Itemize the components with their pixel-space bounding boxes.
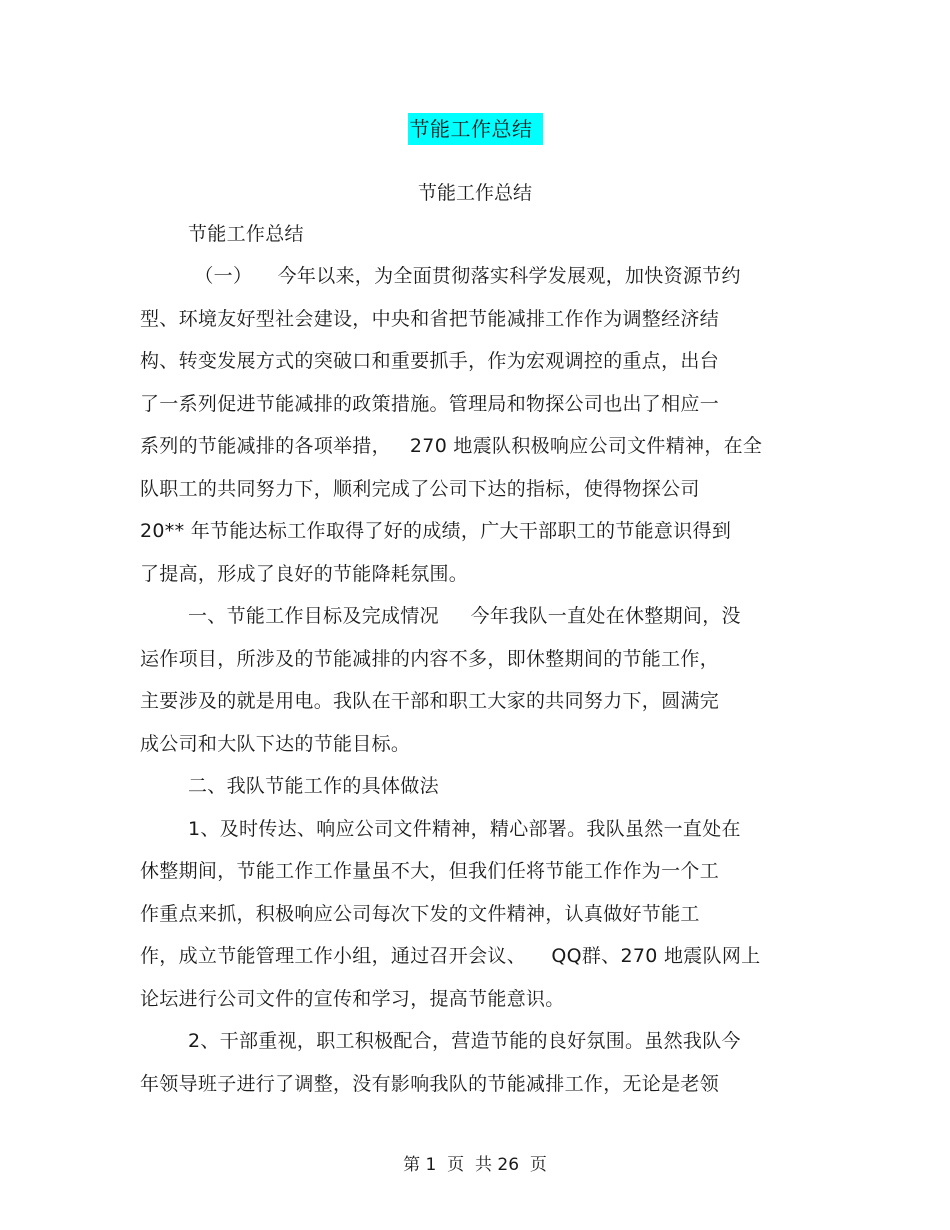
paragraph-line: 休整期间，节能工作工作量虽不大，但我们任将节能工作作为一个工 <box>140 860 720 882</box>
page-number-footer: 第 1 页 共 26 页 <box>403 1155 547 1175</box>
paragraph-line: 了一系列促进节能减排的政策措施。管理局和物探公司也出了相应一 <box>140 393 720 415</box>
section-heading: 节能工作总结 <box>188 223 304 245</box>
document-title: 节能工作总结 <box>408 113 543 145</box>
paragraph-line: 构、转变发展方式的突破口和重要抓手，作为宏观调控的重点，出台 <box>140 350 720 372</box>
paragraph-line: 作重点来抓，积极响应公司每次下发的文件精神，认真做好节能工 <box>140 903 700 925</box>
section-heading: 二、我队节能工作的具体做法 <box>188 775 439 797</box>
paragraph-line: 一、节能工作目标及完成情况 今年我队一直处在休整期间，没 <box>188 605 741 627</box>
paragraph-line: 了提高，形成了良好的节能降耗氛围。 <box>140 563 469 585</box>
paragraph-line: 20** 年节能达标工作取得了好的成绩，广大干部职工的节能意识得到 <box>140 520 732 542</box>
title-wrapper <box>0 113 950 145</box>
paragraph-line: （一） 今年以来，为全面贯彻落实科学发展观，加快资源节约 <box>188 265 741 287</box>
paragraph-line: 论坛进行公司文件的宣传和学习，提高节能意识。 <box>140 988 565 1010</box>
paragraph-line: 年领导班子进行了调整，没有影响我队的节能减排工作，无论是老领 <box>140 1073 720 1095</box>
paragraph-line: 成公司和大队下达的节能目标。 <box>140 733 411 755</box>
paragraph-line: 2、干部重视，职工积极配合，营造节能的良好氛围。虽然我队今 <box>188 1030 741 1052</box>
paragraph-line: 运作项目，所涉及的节能减排的内容不多，即休整期间的节能工作， <box>140 648 720 670</box>
document-subtitle: 节能工作总结 <box>417 182 532 204</box>
paragraph-line: 作，成立节能管理工作小组，通过召开会议、 QQ群、270 地震队网上 <box>140 945 761 967</box>
paragraph-line: 1、及时传达、响应公司文件精神，精心部署。我队虽然一直处在 <box>188 818 741 840</box>
paragraph-line: 型、环境友好型社会建设，中央和省把节能减排工作作为调整经济结 <box>140 308 720 330</box>
paragraph-line: 主要涉及的就是用电。我队在干部和职工大家的共同努力下，圆满完 <box>140 690 720 712</box>
paragraph-line: 系列的节能减排的各项举措， 270 地震队积极响应公司文件精神，在全 <box>140 435 763 457</box>
paragraph-line: 队职工的共同努力下，顺利完成了公司下达的指标，使得物探公司 <box>140 478 700 500</box>
